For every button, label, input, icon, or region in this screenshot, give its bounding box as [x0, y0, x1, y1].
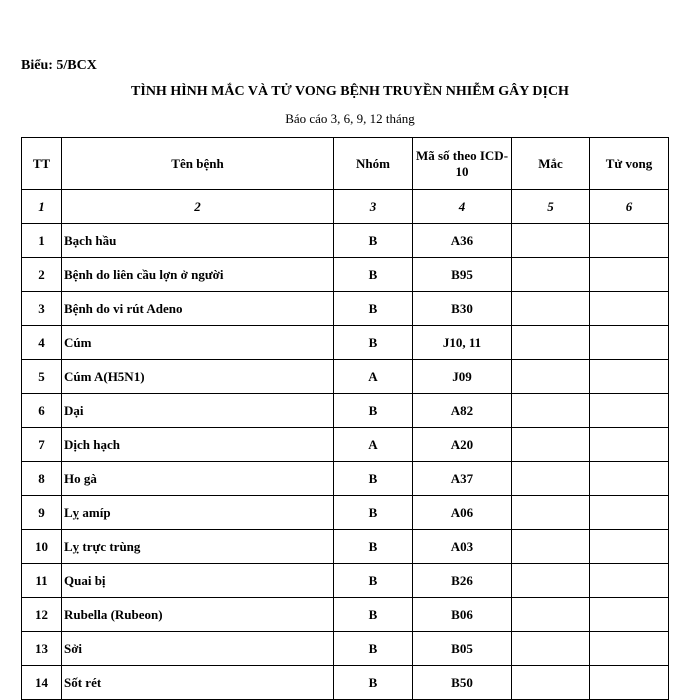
cell-tt: 6	[22, 394, 62, 428]
cell-icd-code: J10, 11	[413, 326, 512, 360]
cell-cases	[512, 258, 590, 292]
table-row	[22, 326, 669, 360]
cell-icd-code: B30	[413, 292, 512, 326]
cell-tt: 10	[22, 530, 62, 564]
cell-group: A	[334, 360, 413, 394]
cell-group: B	[334, 530, 413, 564]
cell-icd-code: J09	[413, 360, 512, 394]
table-row	[22, 496, 669, 530]
cell-deaths	[590, 632, 669, 666]
cell-cases	[512, 598, 590, 632]
cell-icd-code: A82	[413, 394, 512, 428]
header-group: Nhóm	[334, 138, 413, 190]
cell-disease-name: Dại	[62, 394, 334, 428]
cell-icd-code: A20	[413, 428, 512, 462]
cell-tt: 13	[22, 632, 62, 666]
cell-tt: 1	[22, 224, 62, 258]
table-row	[22, 360, 669, 394]
cell-disease-name: Bạch hầu	[62, 224, 334, 258]
cell-disease-name: Ho gà	[62, 462, 334, 496]
header-disease-name: Tên bệnh	[62, 138, 334, 190]
header-cases: Mắc	[512, 138, 590, 190]
table-header-row	[22, 138, 669, 190]
cell-disease-name: Sốt rét	[62, 666, 334, 700]
cell-cases	[512, 530, 590, 564]
column-index-group: 3	[334, 190, 413, 224]
cell-group: B	[334, 632, 413, 666]
cell-disease-name: Cúm A(H5N1)	[62, 360, 334, 394]
cell-cases	[512, 326, 590, 360]
cell-cases	[512, 292, 590, 326]
cell-tt: 12	[22, 598, 62, 632]
column-index-icd: 4	[413, 190, 512, 224]
table-row	[22, 292, 669, 326]
table-row	[22, 564, 669, 598]
cell-cases	[512, 360, 590, 394]
cell-deaths	[590, 462, 669, 496]
cell-deaths	[590, 564, 669, 598]
cell-group: B	[334, 224, 413, 258]
table-row	[22, 632, 669, 666]
cell-deaths	[590, 258, 669, 292]
cell-group: B	[334, 326, 413, 360]
cell-icd-code: A03	[413, 530, 512, 564]
cell-disease-name: Dịch hạch	[62, 428, 334, 462]
header-deaths: Tử vong	[590, 138, 669, 190]
cell-tt: 11	[22, 564, 62, 598]
table-row	[22, 258, 669, 292]
cell-icd-code: B26	[413, 564, 512, 598]
cell-deaths	[590, 666, 669, 700]
cell-group: B	[334, 292, 413, 326]
cell-deaths	[590, 598, 669, 632]
cell-tt: 2	[22, 258, 62, 292]
cell-disease-name: Lỵ trực trùng	[62, 530, 334, 564]
cell-icd-code: B05	[413, 632, 512, 666]
cell-disease-name: Lỵ amíp	[62, 496, 334, 530]
form-code: Biểu: 5/BCX	[21, 58, 97, 73]
column-index-deaths: 6	[590, 190, 669, 224]
cell-group: B	[334, 258, 413, 292]
report-title: TÌNH HÌNH MẮC VÀ TỬ VONG BỆNH TRUYỀN NHIỄM GÂY DỊCH	[131, 84, 569, 99]
cell-tt: 3	[22, 292, 62, 326]
column-index-tt: 1	[22, 190, 62, 224]
cell-cases	[512, 428, 590, 462]
cell-cases	[512, 666, 590, 700]
cell-icd-code: A06	[413, 496, 512, 530]
cell-icd-code: A37	[413, 462, 512, 496]
column-index-row	[22, 190, 669, 224]
header-icd-code: Mã số theo ICD-10	[413, 138, 512, 190]
cell-disease-name: Quai bị	[62, 564, 334, 598]
table-row	[22, 530, 669, 564]
cell-disease-name: Rubella (Rubeon)	[62, 598, 334, 632]
cell-cases	[512, 462, 590, 496]
cell-tt: 7	[22, 428, 62, 462]
cell-deaths	[590, 292, 669, 326]
cell-icd-code: A36	[413, 224, 512, 258]
cell-disease-name: Bệnh do vi rút Adeno	[62, 292, 334, 326]
cell-tt: 14	[22, 666, 62, 700]
cell-group: A	[334, 428, 413, 462]
cell-icd-code: B06	[413, 598, 512, 632]
cell-group: B	[334, 598, 413, 632]
cell-disease-name: Bệnh do liên cầu lợn ở người	[62, 258, 334, 292]
cell-deaths	[590, 224, 669, 258]
cell-tt: 8	[22, 462, 62, 496]
cell-tt: 5	[22, 360, 62, 394]
cell-disease-name: Cúm	[62, 326, 334, 360]
cell-cases	[512, 564, 590, 598]
table-row	[22, 224, 669, 258]
cell-group: B	[334, 496, 413, 530]
cell-icd-code: B95	[413, 258, 512, 292]
column-index-name: 2	[62, 190, 334, 224]
table-row	[22, 428, 669, 462]
cell-deaths	[590, 360, 669, 394]
cell-tt: 4	[22, 326, 62, 360]
cell-icd-code: B50	[413, 666, 512, 700]
cell-disease-name: Sởi	[62, 632, 334, 666]
disease-report-table	[21, 137, 669, 700]
header-tt: TT	[22, 138, 62, 190]
column-index-cases: 5	[512, 190, 590, 224]
cell-deaths	[590, 530, 669, 564]
cell-tt: 9	[22, 496, 62, 530]
cell-group: B	[334, 394, 413, 428]
cell-group: B	[334, 564, 413, 598]
cell-deaths	[590, 496, 669, 530]
cell-group: B	[334, 666, 413, 700]
table-row	[22, 394, 669, 428]
cell-cases	[512, 224, 590, 258]
cell-deaths	[590, 428, 669, 462]
table-row	[22, 462, 669, 496]
report-subtitle: Báo cáo 3, 6, 9, 12 tháng	[285, 111, 415, 126]
table-row	[22, 666, 669, 700]
cell-cases	[512, 496, 590, 530]
cell-cases	[512, 632, 590, 666]
cell-group: B	[334, 462, 413, 496]
cell-deaths	[590, 326, 669, 360]
table-row	[22, 598, 669, 632]
cell-deaths	[590, 394, 669, 428]
cell-cases	[512, 394, 590, 428]
